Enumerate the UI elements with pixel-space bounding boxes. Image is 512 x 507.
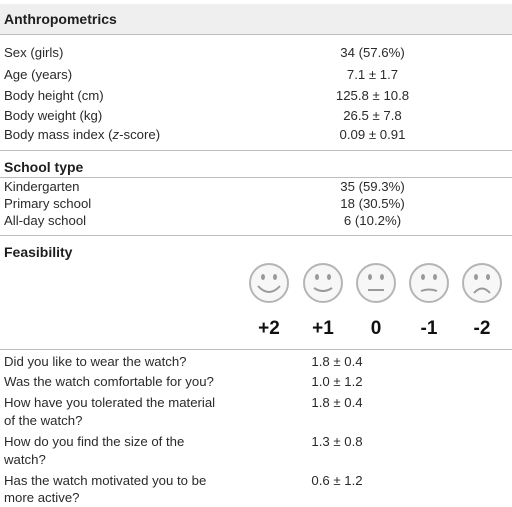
divider xyxy=(0,349,512,350)
value-comfortable: 1.0 ± 1.2 xyxy=(311,374,363,389)
section-title-school-type: School type xyxy=(4,159,84,175)
happy-face-icon xyxy=(302,262,344,304)
value-motivated: 0.6 ± 1.2 xyxy=(311,473,363,488)
score-plus-one: +1 xyxy=(312,318,334,339)
score-zero: 0 xyxy=(370,318,382,339)
divider xyxy=(0,177,512,178)
row-value-bmi: 0.09 ± 0.91 xyxy=(339,127,406,142)
row-label-primary-school: Primary school xyxy=(4,196,92,211)
bmi-label-start: Body mass index ( xyxy=(4,127,113,142)
row-value-age: 7.1 ± 1.7 xyxy=(346,67,399,82)
question-size-line1: How do you find the size of the xyxy=(4,434,185,449)
unhappy-face-icon xyxy=(408,262,450,304)
row-label-bmi xyxy=(4,127,160,143)
neutral-face-icon xyxy=(355,262,397,304)
value-like-watch: 1.8 ± 0.4 xyxy=(311,354,363,369)
score-plus-two: +2 xyxy=(258,318,280,339)
section-title-feasibility: Feasibility xyxy=(4,244,73,260)
value-material: 1.8 ± 0.4 xyxy=(311,395,363,410)
question-size-line2: watch? xyxy=(4,452,46,467)
row-value-height: 125.8 ± 10.8 xyxy=(335,88,410,103)
question-comfortable: Was the watch comfortable for you? xyxy=(4,374,214,389)
question-like-watch: Did you like to wear the watch? xyxy=(4,354,187,369)
score-minus-one: -1 xyxy=(420,318,438,339)
divider xyxy=(0,150,512,151)
bmi-label-end: -score) xyxy=(119,127,161,142)
very-happy-face-icon xyxy=(248,262,290,304)
row-value-weight: 26.5 ± 7.8 xyxy=(343,108,402,123)
question-material-line1: How have you tolerated the material xyxy=(4,395,216,410)
row-label-height: Body height (cm) xyxy=(4,88,104,103)
question-motivated-line2: more active? xyxy=(4,490,80,505)
score-minus-two: -2 xyxy=(473,318,491,339)
row-label-age: Age (years) xyxy=(4,67,73,82)
row-label-weight: Body weight (kg) xyxy=(4,108,103,123)
divider xyxy=(0,34,512,35)
row-value-kindergarten: 35 (59.3%) xyxy=(340,179,405,194)
question-motivated-line1: Has the watch motivated you to be xyxy=(4,473,207,488)
row-value-primary-school: 18 (30.5%) xyxy=(340,196,405,211)
row-value-sex: 34 (57.6%) xyxy=(340,45,405,60)
divider xyxy=(0,235,512,236)
row-label-all-day-school: All-day school xyxy=(4,213,87,228)
section-title-anthropometrics: Anthropometrics xyxy=(4,11,117,27)
very-sad-face-icon xyxy=(461,262,503,304)
value-size: 1.3 ± 0.8 xyxy=(311,434,363,449)
bmi-label-italic: z xyxy=(112,127,120,142)
row-value-all-day-school: 6 (10.2%) xyxy=(343,213,402,228)
question-material-line2: of the watch? xyxy=(4,413,83,428)
row-label-sex: Sex (girls) xyxy=(4,45,64,60)
row-label-kindergarten: Kindergarten xyxy=(4,179,80,194)
